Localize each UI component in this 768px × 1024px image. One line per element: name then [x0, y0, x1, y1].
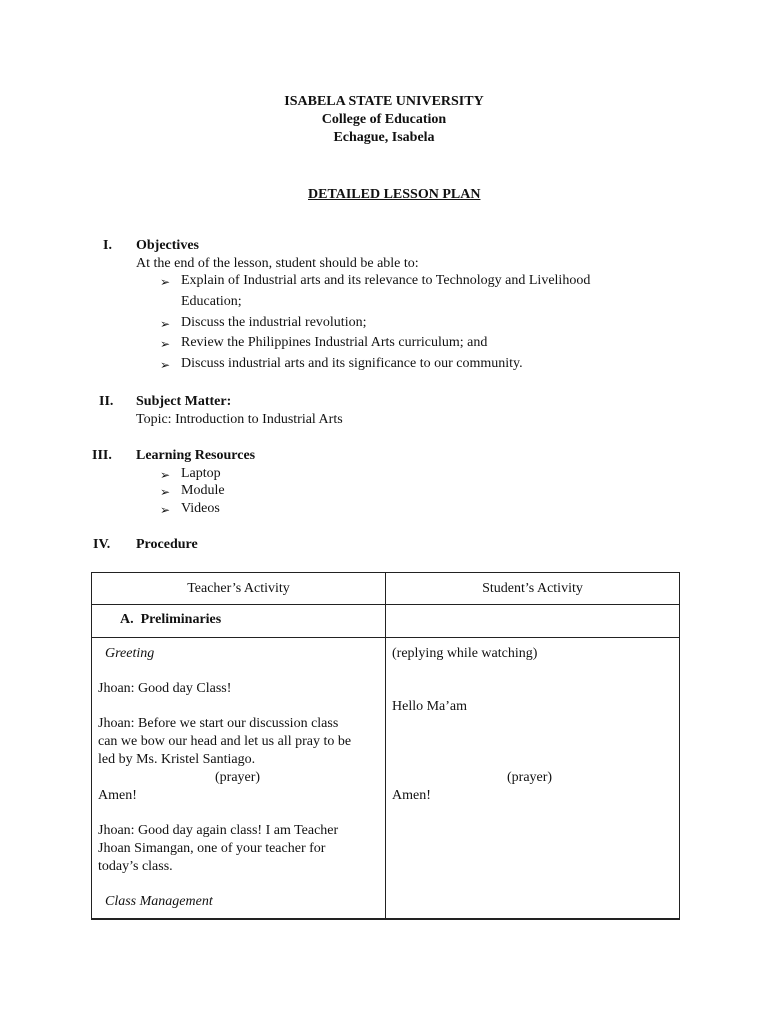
arrow-bullet-icon: ➢	[160, 275, 171, 289]
table-row	[92, 638, 680, 919]
arrow-bullet-icon: ➢	[160, 503, 171, 517]
objective-item: Discuss industrial arts and its significance to our community.	[181, 356, 523, 371]
prayer-note: (prayer)	[507, 770, 553, 785]
arrow-bullet-icon: ➢	[160, 358, 171, 372]
objectives-intro: At the end of the lesson, student should be able to:	[136, 256, 419, 271]
resource-item: Module	[181, 483, 225, 498]
objective-item: Discuss the industrial revolution;	[181, 315, 367, 330]
resource-item: Videos	[181, 501, 220, 516]
arrow-bullet-icon: ➢	[160, 468, 171, 482]
empty-cell	[386, 605, 680, 638]
preliminaries-heading: A. Preliminaries	[120, 612, 222, 627]
objective-item: Review the Philippines Industrial Arts curriculum; and	[181, 335, 488, 350]
teacher-line: can we bow our head and let us all pray to be	[98, 734, 352, 749]
teacher-line: led by Ms. Kristel Santiago.	[98, 752, 256, 767]
greeting-label: Greeting	[105, 646, 155, 661]
section-heading-learning-resources: Learning Resources	[136, 448, 256, 463]
objective-item: Explain of Industrial arts and its relevance to Technology and Livelihood	[181, 273, 591, 288]
student-amen: Amen!	[392, 788, 431, 803]
class-management-label: Class Management	[105, 894, 213, 909]
arrow-bullet-icon: ➢	[160, 485, 171, 499]
teacher-line: Jhoan: Good day again class! I am Teacher	[98, 823, 339, 838]
teacher-line: Jhoan: Before we start our discussion class	[98, 716, 339, 731]
teacher-activity-header: Teacher’s Activity	[187, 581, 290, 596]
section-numeral-learning-resources: III.	[92, 448, 112, 463]
teacher-amen: Amen!	[98, 788, 137, 803]
teacher-line: Jhoan Simangan, one of your teacher for	[98, 841, 326, 856]
campus-location: Echague, Isabela	[333, 130, 435, 145]
student-line: (replying while watching)	[392, 646, 538, 661]
section-numeral-procedure: IV.	[93, 537, 111, 552]
student-activity-header-cell	[386, 573, 680, 605]
objective-item-continuation: Education;	[181, 294, 242, 309]
student-line: Hello Ma’am	[392, 699, 468, 714]
teacher-activity-cell	[92, 638, 386, 919]
teacher-line: today’s class.	[98, 859, 173, 874]
subject-topic: Topic: Introduction to Industrial Arts	[136, 412, 343, 427]
procedure-table	[91, 572, 680, 920]
resource-item: Laptop	[181, 466, 221, 481]
prayer-note: (prayer)	[215, 770, 261, 785]
arrow-bullet-icon: ➢	[160, 317, 171, 331]
table-header-row	[92, 573, 680, 605]
section-heading-procedure: Procedure	[136, 537, 198, 552]
section-numeral-objectives: I.	[103, 238, 112, 253]
teacher-line: Jhoan: Good day Class!	[98, 681, 232, 696]
teacher-activity-header-cell	[92, 573, 386, 605]
table-row	[92, 605, 680, 638]
document-title: DETAILED LESSON PLAN	[308, 187, 481, 202]
arrow-bullet-icon: ➢	[160, 337, 171, 351]
college-name: College of Education	[321, 112, 447, 127]
university-name: ISABELA STATE UNIVERSITY	[284, 94, 484, 109]
section-heading-objectives: Objectives	[136, 238, 199, 253]
preliminaries-cell	[92, 605, 386, 638]
section-numeral-subject-matter: II.	[99, 394, 114, 409]
student-activity-header: Student’s Activity	[482, 581, 583, 596]
student-activity-cell	[386, 638, 680, 919]
section-heading-subject-matter: Subject Matter:	[136, 394, 232, 409]
